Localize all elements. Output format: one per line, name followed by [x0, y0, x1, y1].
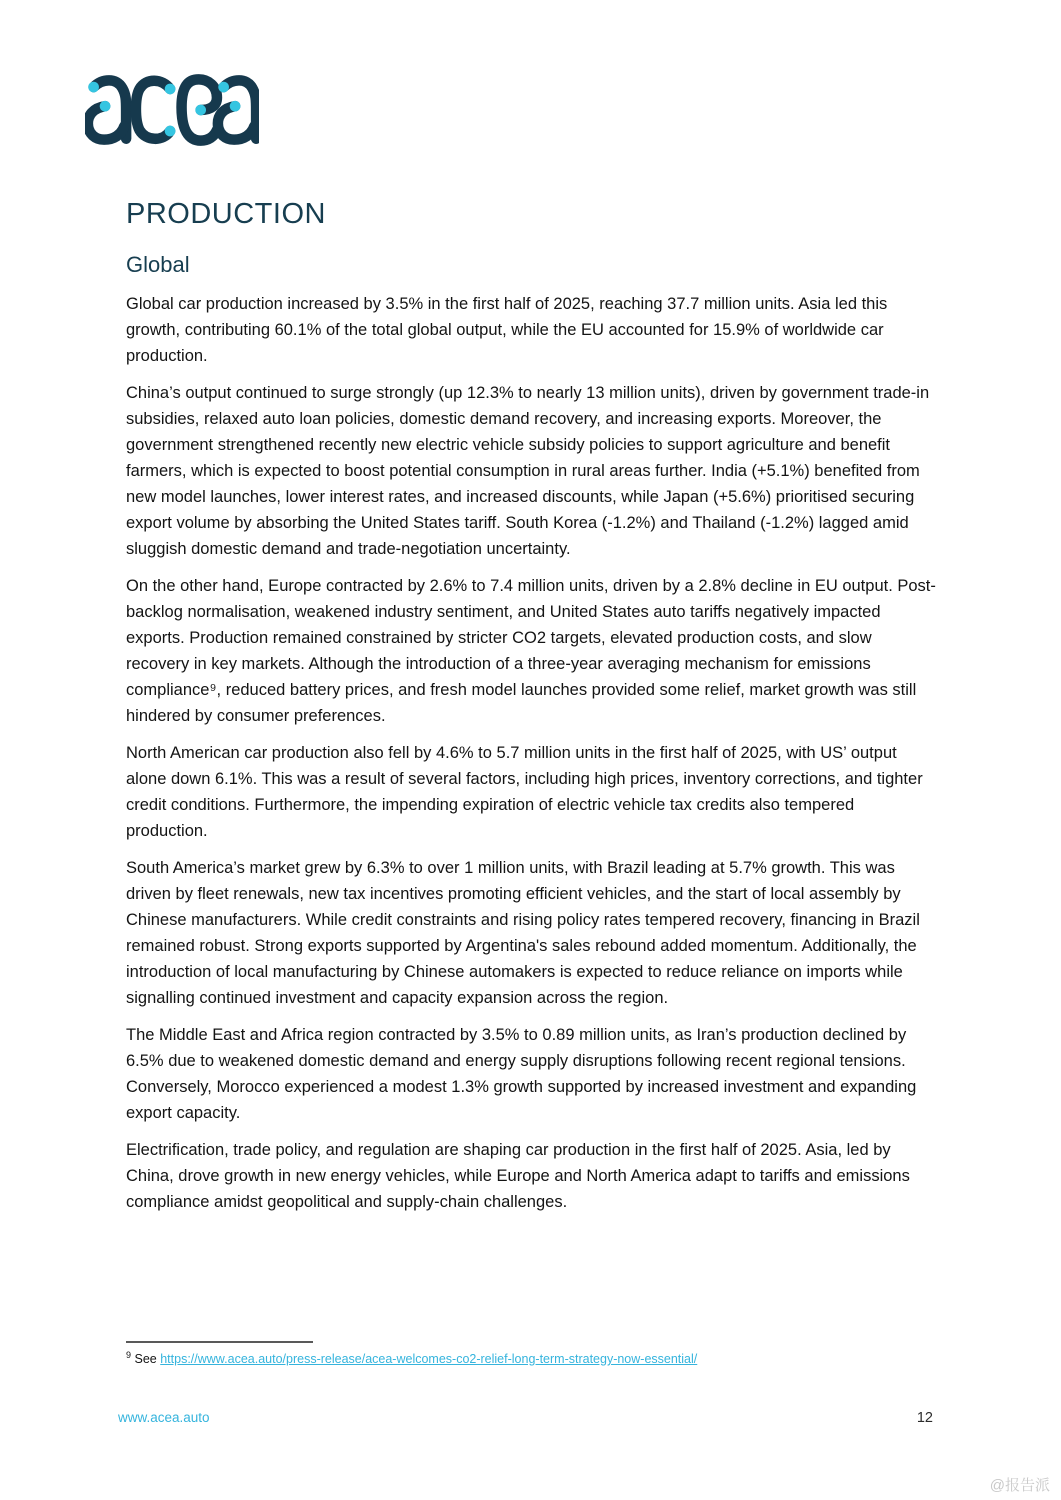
body-text — [126, 291, 936, 1226]
paragraph-global-summary: Global car production increased by 3.5% in the first half of 2025, reaching 37.7 million units. Asia led this growth, contributing 60.1% of the total global output, while the EU accounted for 15.9% of worldwide car production. — [126, 295, 888, 365]
footnote-marker: 9 — [126, 1349, 132, 1360]
page-footer — [118, 1410, 933, 1426]
paragraph-asia: China’s output continued to surge strongly (up 12.3% to nearly 13 million units), driven by government trade-in subsidies, relaxed auto loan policies, domestic demand recovery, and increasing exports. Moreover, the government strengthened recently new electric vehicle subsidy policies to support agriculture and benefit farmers, which is expected to boost potential consumption in rural areas further. India (+5.1%) benefited from new model launches, lower interest rates, and increased discounts, while Japan (+5.6%) prioritised securing export volume by absorbing the United States tariff. South Korea (-1.2%) and Thailand (-1.2%) lagged amid sluggish domestic demand and trade-negotiation uncertainty. — [126, 384, 930, 558]
paragraph-outlook: Electrification, trade policy, and regulation are shaping car production in the first half of 2025. Asia, led by China, drove growth in new energy vehicles, while Europe and North America adapt to tariffs and emissions compliance amidst geopolitical and supply-chain challenges. — [126, 1141, 910, 1211]
footer-site-link[interactable]: www.acea.auto — [118, 1410, 210, 1425]
page-number: 12 — [916, 1410, 933, 1426]
watermark: @报告派 — [989, 1477, 1050, 1494]
page-title: PRODUCTION — [126, 198, 326, 230]
footnote-link[interactable]: https://www.acea.auto/press-release/acea-welcomes-co2-relief-long-term-strategy-now-essential/ — [160, 1352, 698, 1366]
footnote-divider — [126, 1341, 313, 1343]
paragraph-middle-east-africa: The Middle East and Africa region contracted by 3.5% to 0.89 million units, as Iran’s production declined by 6.5% due to weakened domestic demand and energy supply disruptions following recent regional tensions. Conversely, Morocco experienced a modest 1.3% growth supported by increased investment and expanding export capacity. — [126, 1026, 917, 1122]
paragraph-north-america: North American car production also fell by 4.6% to 5.7 million units in the first half of 2025, with US’ output alone down 6.1%. This was a result of several factors, including high prices, inventory corrections, and tighter credit conditions. Furthermore, the impending expiration of electric vehicle tax credits also tempered production. — [126, 744, 923, 840]
section-subtitle: Global — [126, 252, 190, 277]
footnote — [126, 1351, 936, 1368]
footnote-prefix: See — [134, 1352, 157, 1366]
paragraph-europe: On the other hand, Europe contracted by 2.6% to 7.4 million units, driven by a 2.8% decline in EU output. Post-backlog normalisation, weakened industry sentiment, and United States auto tariffs negatively impacted exports. Production remained constrained by stricter CO2 targets, elevated production costs, and slow recovery in key markets. Although the introduction of a three-year averaging mechanism for emissions compliance⁹, reduced battery prices, and fresh model launches provided some relief, market growth was still hindered by consumer preferences. — [126, 577, 936, 725]
acea-logo — [85, 74, 259, 146]
paragraph-south-america: South America’s market grew by 6.3% to over 1 million units, with Brazil leading at 5.7% growth. This was driven by fleet renewals, new tax incentives promoting efficient vehicles, and the start of local assembly by Chinese manufacturers. While credit constraints and rising policy rates tempered recovery, financing in Brazil remained robust. Strong exports supported by Argentina's sales rebound added momentum. Additionally, the introduction of local manufacturing by Chinese automakers is expected to reduce reliance on imports while signalling continued investment and capacity expansion across the region. — [126, 859, 920, 1007]
